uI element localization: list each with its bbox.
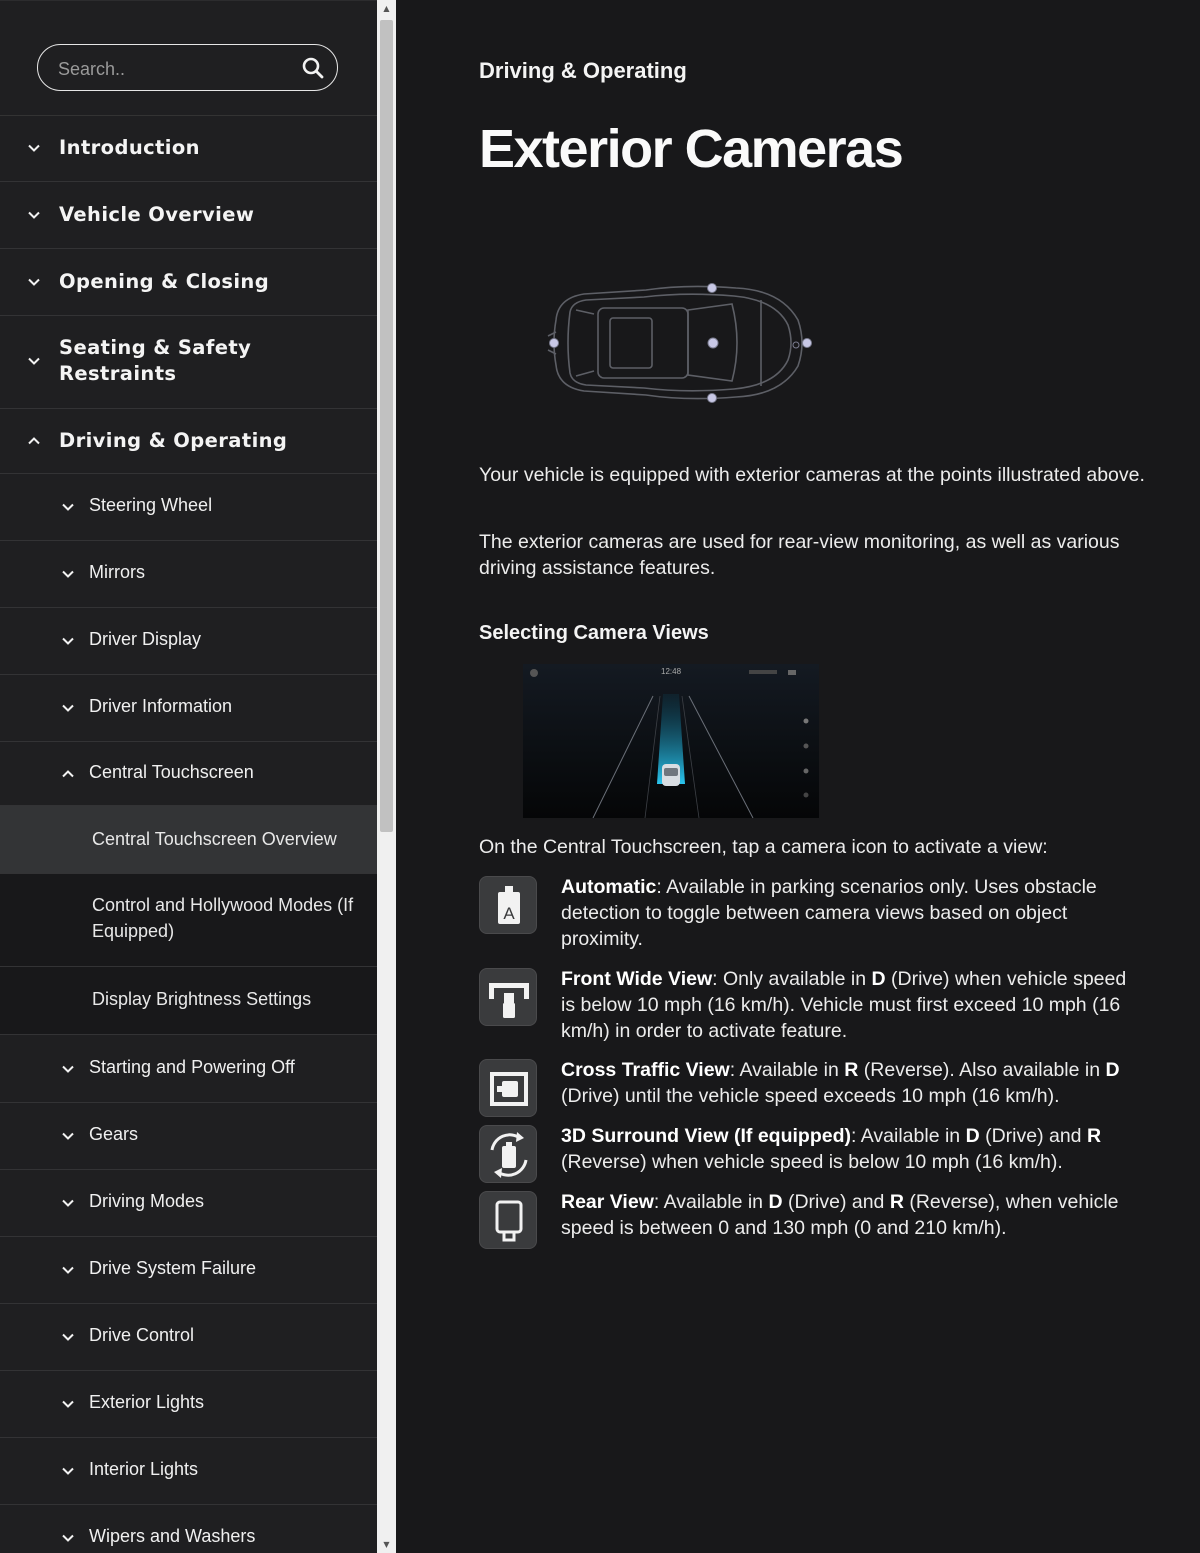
- camera-view-detail: : Available in parking scenarios only. Uses obstacle detection to toggle between camera views based on object proximity.: [561, 876, 1097, 950]
- car-camera-diagram: [536, 270, 816, 415]
- touchscreen-drawing: [523, 664, 819, 818]
- front-wide-camera-icon-glyph: [480, 969, 538, 1027]
- rear-view-camera-icon-glyph: [480, 1192, 538, 1250]
- surround-view-camera-icon-glyph: [480, 1126, 538, 1184]
- camera-view-description: [561, 1189, 1141, 1241]
- camera-intro-text: On the Central Touchscreen, tap a camera icon to activate a view:: [479, 836, 1048, 858]
- chevron-down-icon: [27, 141, 41, 155]
- sidebar-item-label: Driving Modes: [89, 1191, 205, 1211]
- camera-view-detail: (Reverse). Also available in: [858, 1059, 1106, 1081]
- camera-auto-icon[interactable]: [479, 876, 537, 934]
- chevron-up-icon: [61, 767, 75, 781]
- sidebar-item-label: Steering Wheel: [89, 495, 213, 515]
- sidebar-item-label: Drive System Failure: [89, 1258, 257, 1278]
- sidebar-item-label: Control and Hollywood Modes (If Equipped): [92, 895, 354, 941]
- sidebar-item-steering-wheel[interactable]: [0, 474, 377, 541]
- front-wide-camera-icon[interactable]: [479, 968, 537, 1026]
- search-input[interactable]: [56, 55, 290, 83]
- camera-view-name: Automatic: [561, 876, 657, 898]
- sidebar-item-gears[interactable]: [0, 1103, 377, 1170]
- sidebar-item-wipers-washers[interactable]: [0, 1505, 377, 1553]
- sidebar-item-vehicle-overview[interactable]: [0, 182, 377, 249]
- scrollbar-thumb[interactable]: [380, 20, 393, 832]
- camera-view-detail: (Reverse) when vehicle speed is below 10 mph (16 km/h).: [561, 1151, 1063, 1173]
- sidebar-item-drive-system-failure[interactable]: [0, 1237, 377, 1304]
- cross-traffic-camera-icon-glyph: [480, 1060, 538, 1118]
- sidebar-item-label: Driver Information: [89, 696, 233, 716]
- camera-view-name: 3D Surround View (If equipped): [561, 1125, 851, 1147]
- sidebar-item-driver-information[interactable]: [0, 675, 377, 742]
- chevron-down-icon: [61, 1330, 75, 1344]
- camera-view-description: [561, 1057, 1141, 1109]
- sidebar-item-label: Central Touchscreen Overview: [92, 829, 337, 849]
- camera-view-name: Front Wide View: [561, 968, 713, 990]
- camera-view-description: [561, 1123, 1141, 1175]
- camera-view-detail: : Available in: [851, 1125, 966, 1147]
- gear-letter: D: [1105, 1059, 1120, 1081]
- search-box[interactable]: [37, 44, 338, 91]
- chevron-down-icon: [61, 1397, 75, 1411]
- camera-view-detail: : Available in: [729, 1059, 845, 1081]
- scroll-down-arrow-icon[interactable]: ▼: [383, 1540, 390, 1549]
- sidebar-item-opening-closing[interactable]: [0, 249, 377, 316]
- search-icon[interactable]: [301, 56, 325, 80]
- touchscreen-clock: 12:48: [661, 667, 682, 676]
- camera-view-detail: (Drive) and: [979, 1125, 1087, 1147]
- sidebar-item-label: Interior Lights: [89, 1459, 199, 1479]
- chevron-down-icon: [61, 1062, 75, 1076]
- surround-view-camera-icon[interactable]: [479, 1125, 537, 1183]
- sidebar-item-label: Wipers and Washers: [89, 1526, 256, 1546]
- chevron-down-icon: [61, 1129, 75, 1143]
- sidebar-item-label: Driving & Operating: [59, 429, 288, 452]
- chevron-down-icon: [61, 634, 75, 648]
- camera-view-detail: (Drive) when vehicle speed is below 10 mph (16 km/h). Vehicle must first exceed 10 mph (16 km/h) in order to activate feature.: [561, 968, 1127, 1042]
- central-touchscreen-image: [523, 664, 819, 818]
- usage-paragraph: The exterior cameras are used for rear-view monitoring, as well as various driving assistance features.: [479, 531, 1120, 579]
- sidebar-item-label: Mirrors: [89, 562, 145, 582]
- sidebar-item-driving-operating[interactable]: [0, 409, 377, 474]
- sidebar-item-label: Exterior Lights: [89, 1392, 205, 1412]
- rear-view-camera-icon[interactable]: [479, 1191, 537, 1249]
- chevron-down-icon: [61, 1531, 75, 1545]
- gear-letter: D: [965, 1125, 980, 1147]
- chevron-down-icon: [61, 1263, 75, 1277]
- sidebar-item-interior-lights[interactable]: [0, 1438, 377, 1505]
- section-heading: Selecting Camera Views: [479, 622, 709, 644]
- sidebar-item-label: Starting and Powering Off: [89, 1057, 295, 1077]
- camera-view-name: Cross Traffic View: [561, 1059, 730, 1081]
- chevron-down-icon: [27, 354, 41, 368]
- sidebar-item-label: Gears: [89, 1124, 139, 1144]
- chevron-down-icon: [61, 1196, 75, 1210]
- camera-view-detail: (Drive) until the vehicle speed exceeds 10 mph (16 km/h).: [561, 1085, 1060, 1107]
- sidebar-item-mirrors[interactable]: [0, 541, 377, 608]
- camera-view-description: [561, 874, 1141, 952]
- cross-traffic-camera-icon[interactable]: [479, 1059, 537, 1117]
- sidebar-item-label: Introduction: [59, 136, 200, 159]
- sidebar-item-label: Opening & Closing: [59, 270, 270, 293]
- camera-view-name: Rear View: [561, 1191, 654, 1213]
- camera-view-detail: : Available in: [653, 1191, 769, 1213]
- gear-letter: D: [768, 1191, 783, 1213]
- intro-paragraph: Your vehicle is equipped with exterior cameras at the points illustrated above.: [479, 464, 1145, 486]
- chevron-down-icon: [61, 500, 75, 514]
- page-title: Exterior Cameras: [479, 119, 903, 179]
- sidebar-item-introduction[interactable]: [0, 114, 377, 182]
- camera-view-description: [561, 966, 1141, 1044]
- camera-auto-icon-glyph: [480, 877, 538, 935]
- camera-auto-letter: A: [503, 904, 515, 923]
- sidebar-item-starting-powering-off[interactable]: [0, 1035, 377, 1103]
- gear-letter: R: [844, 1059, 859, 1081]
- chevron-down-icon: [27, 208, 41, 222]
- sidebar-item-label: Vehicle Overview: [59, 203, 255, 226]
- sidebar-item-drive-control[interactable]: [0, 1304, 377, 1371]
- sidebar-item-label: Display Brightness Settings: [92, 989, 312, 1009]
- gear-letter: R: [889, 1191, 904, 1213]
- sidebar-item-display-brightness[interactable]: [0, 967, 377, 1035]
- sidebar-item-label: Seating & Safety Restraints: [59, 336, 252, 385]
- sidebar-scrollbar[interactable]: [377, 0, 396, 1553]
- chevron-down-icon: [61, 1464, 75, 1478]
- sidebar-item-seating-safety[interactable]: [0, 316, 377, 409]
- sidebar-item-exterior-lights[interactable]: [0, 1371, 377, 1438]
- chevron-down-icon: [61, 701, 75, 715]
- sidebar-item-driver-display[interactable]: [0, 608, 377, 675]
- sidebar-item-central-touchscreen[interactable]: [0, 742, 377, 806]
- chevron-down-icon: [61, 567, 75, 581]
- chevron-up-icon: [27, 434, 41, 448]
- search-area: [0, 0, 377, 116]
- sidebar-item-label: Central Touchscreen: [89, 762, 254, 782]
- sidebar-item-label: Driver Display: [89, 629, 202, 649]
- sidebar: [0, 0, 377, 1553]
- gear-letter: D: [871, 968, 886, 990]
- sidebar-item-driving-modes[interactable]: [0, 1170, 377, 1237]
- sidebar-item-control-hollywood-modes[interactable]: [0, 874, 377, 967]
- sidebar-item-central-touchscreen-overview[interactable]: [0, 806, 377, 874]
- gear-letter: R: [1086, 1125, 1102, 1147]
- camera-view-detail: : Only available in: [712, 968, 872, 990]
- chevron-down-icon: [27, 275, 41, 289]
- breadcrumb: Driving & Operating: [479, 58, 687, 83]
- sidebar-item-label: Drive Control: [89, 1325, 195, 1345]
- scroll-up-arrow-icon[interactable]: ▲: [383, 4, 390, 13]
- camera-view-detail: (Drive) and: [782, 1191, 890, 1213]
- main-content: [396, 0, 1200, 1553]
- camera-view-detail: (Reverse), when vehicle speed is between 0 and 130 mph (0 and 210 km/h).: [561, 1191, 1119, 1239]
